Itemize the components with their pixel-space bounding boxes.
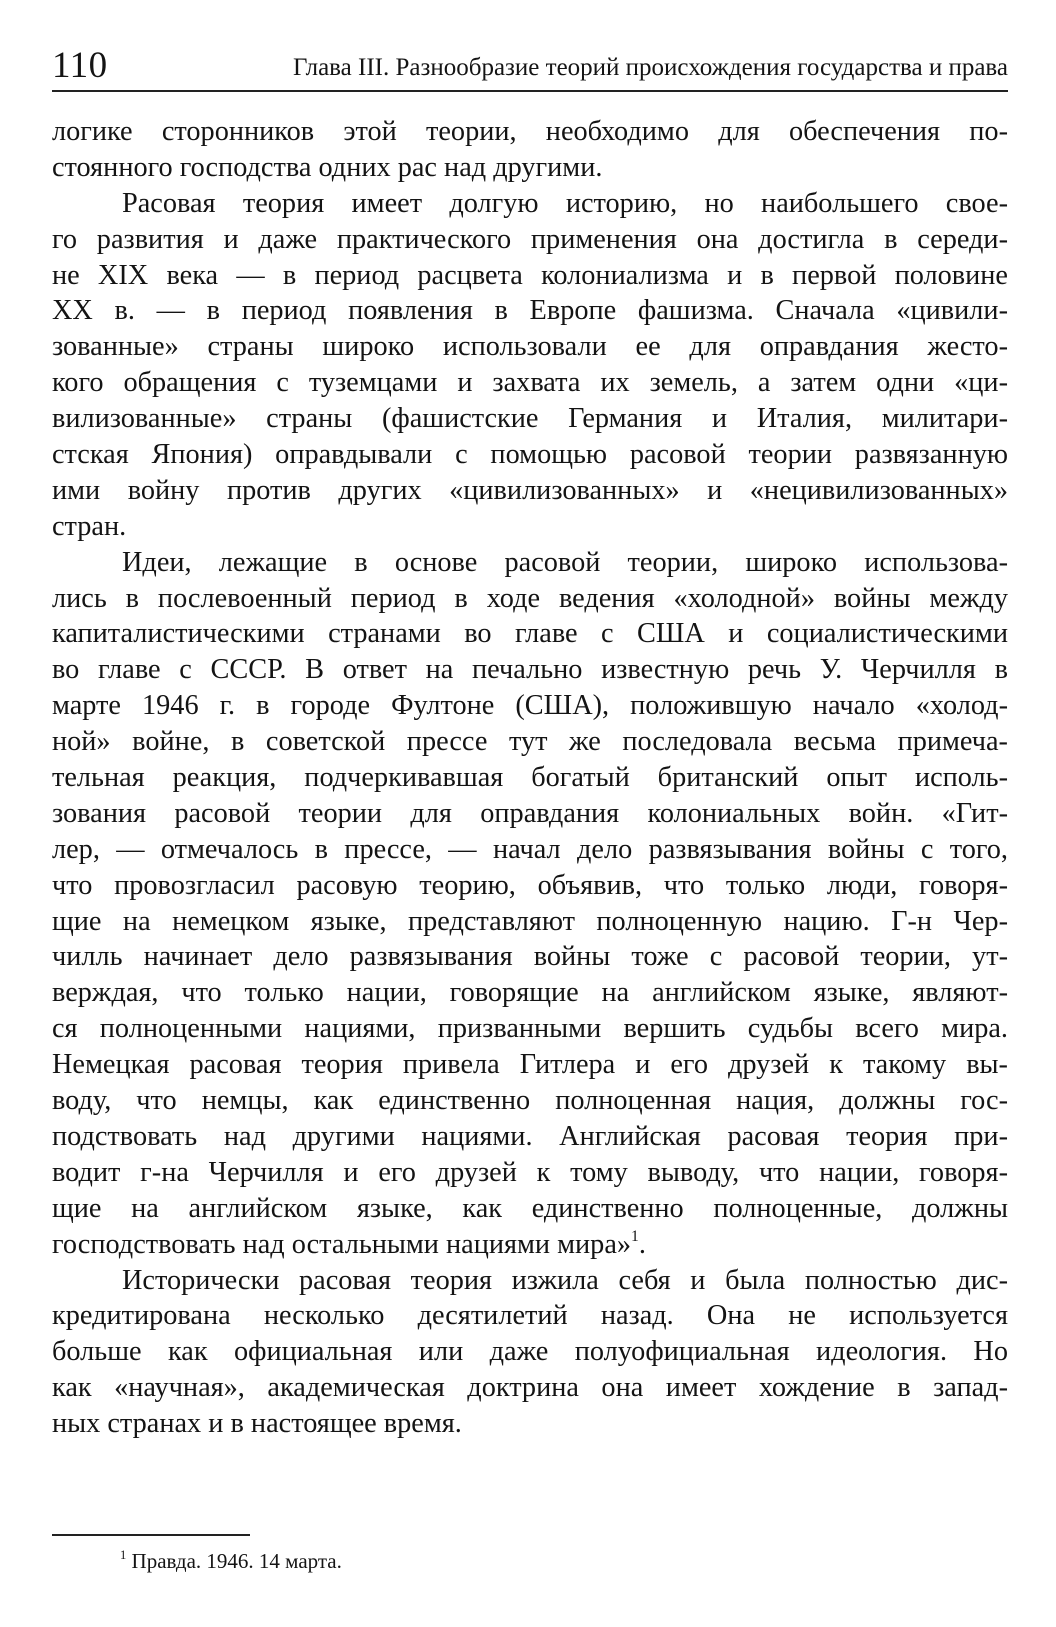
line-text: Расовая теория имеет долгую историю, но наибольшего свое- — [122, 187, 1008, 219]
line-text: больше как официальная или даже полуофициальная идеология. Но — [52, 1336, 1008, 1368]
line-text: подствовать над другими нациями. Английская расовая теория при- — [52, 1120, 1008, 1152]
text-line — [52, 1298, 1008, 1334]
paragraph — [52, 1263, 1008, 1442]
line-text: XX в. — в период появления в Европе фашизма. Сначала «цивили- — [52, 295, 1008, 327]
running-title: Глава III. Разнообразие теорий происхождения государства и права — [293, 54, 1008, 81]
text-line — [52, 473, 1008, 509]
text-line — [52, 114, 1008, 150]
line-text: как «научная», академическая доктрина она имеет хождение в запад- — [52, 1372, 1008, 1404]
line-text: Исторически расовая теория изжила себя и была полностью дис- — [122, 1264, 1008, 1296]
paragraph — [52, 114, 1008, 186]
line-text: ных странах и в настоящее время. — [52, 1408, 462, 1440]
text-line — [52, 904, 1008, 940]
line-text: лер, — отмечалось в прессе, — начал дело развязывания войны с того, — [52, 833, 1008, 865]
text-line — [52, 222, 1008, 258]
footnote — [120, 1549, 342, 1574]
footnote-divider — [52, 1534, 250, 1536]
line-text: не XIX века — в период расцвета колониализма и в первой половине — [52, 259, 1008, 291]
text-line — [52, 832, 1008, 868]
text-line — [52, 616, 1008, 652]
line-text: ими войну против других «цивилизованных» и «нецивилизованных» — [52, 474, 1008, 506]
line-text: лись в послевоенный период в ходе ведения «холодной» войны между — [52, 582, 1008, 614]
line-text: кого обращения с туземцами и захвата их земель, а затем одни «ци- — [52, 367, 1008, 399]
text-line — [52, 401, 1008, 437]
line-text: зования расовой теории для оправдания колониальных войн. «Гит- — [52, 797, 1008, 829]
line-text: зованные» страны широко использовали ее для оправдания жесто- — [52, 331, 1008, 363]
line-text: капиталистическими странами во главе с США и социалистическими — [52, 618, 1008, 650]
line-text: щие на немецком языке, представляют полноценную нацию. Г-н Чер- — [52, 905, 1008, 937]
line-text: во главе с СССР. В ответ на печально известную речь У. Черчилля в — [52, 654, 1008, 686]
body-text — [52, 114, 1008, 1442]
text-line — [52, 437, 1008, 473]
page-header — [52, 40, 1008, 92]
text-line — [52, 975, 1008, 1011]
text-line — [52, 581, 1008, 617]
paragraph — [52, 545, 1008, 1263]
footnote-marker: 1 — [120, 1547, 127, 1562]
text-line — [52, 760, 1008, 796]
line-text: марте 1946 г. в городе Фултоне (США), положившую начало «холод- — [52, 690, 1008, 722]
line-text: ной» войне, в советской прессе тут же последовала весьма примеча- — [52, 726, 1008, 758]
page-number: 110 — [52, 45, 108, 86]
text-line — [52, 509, 1008, 545]
line-text: что провозгласил расовую теорию, объявив, что только люди, говоря- — [52, 869, 1008, 901]
line-text: воду, что немцы, как единственно полноценная нация, должны гос- — [52, 1085, 1008, 1117]
text-line — [52, 724, 1008, 760]
line-text: чилль начинает дело развязывания войны тоже с расовой теории, ут- — [52, 941, 1008, 973]
text-line — [52, 365, 1008, 401]
line-text: го развития и даже практического применения она достигла в середи- — [52, 223, 1008, 255]
line-text: тельная реакция, подчеркивавшая богатый британский опыт исполь- — [52, 762, 1008, 794]
line-text: верждая, что только нации, говорящие на английском языке, являют- — [52, 977, 1008, 1009]
text-line — [52, 545, 1008, 581]
text-line — [52, 1119, 1008, 1155]
text-line — [52, 293, 1008, 329]
line-text: стоянного господства одних рас над другими. — [52, 151, 603, 183]
text-line — [52, 1191, 1008, 1227]
footnote-text: Правда. 1946. 14 марта. — [131, 1549, 342, 1573]
line-text: стская Япония) оправдывали с помощью расовой теории развязанную — [52, 439, 1008, 471]
footnote-reference: 1 — [631, 1227, 639, 1245]
line-text: водит г-на Черчилля и его друзей к тому выводу, что нации, говоря- — [52, 1156, 1008, 1188]
text-line — [52, 868, 1008, 904]
text-line — [52, 796, 1008, 832]
text-line — [52, 1370, 1008, 1406]
line-text: ся полноценными нациями, призванными вершить судьбы всего мира. — [52, 1013, 1008, 1045]
text-line — [52, 258, 1008, 294]
text-line — [52, 1011, 1008, 1047]
text-line — [52, 1155, 1008, 1191]
text-line — [52, 150, 1008, 186]
text-line — [52, 329, 1008, 365]
line-text: вилизованные» страны (фашистские Германия и Италия, милитари- — [52, 403, 1008, 435]
text-line — [52, 1406, 1008, 1442]
paragraph — [52, 186, 1008, 545]
line-text: щие на английском языке, как единственно полноценные, должны — [52, 1192, 1008, 1224]
line-text: Немецкая расовая теория привела Гитлера и его друзей к такому вы- — [52, 1049, 1008, 1081]
text-line — [52, 939, 1008, 975]
line-text: кредитирована несколько десятилетий назад. Она не используется — [52, 1300, 1008, 1332]
line-text: стран. — [52, 510, 127, 542]
text-line: господствовать над остальными нациями мира»$^1$. — [52, 1227, 646, 1260]
text-line — [52, 1263, 1008, 1299]
text-line — [52, 186, 1008, 222]
line-text: господствовать над остальными нациями мира» — [52, 1228, 632, 1260]
text-line — [52, 652, 1008, 688]
text-line — [52, 1334, 1008, 1370]
line-text: Идеи, лежащие в основе расовой теории, широко использова- — [122, 546, 1008, 578]
text-line — [52, 688, 1008, 724]
text-line — [52, 1047, 1008, 1083]
line-text: логике сторонников этой теории, необходимо для обеспечения по- — [52, 116, 1008, 147]
text-line — [52, 1083, 1008, 1119]
